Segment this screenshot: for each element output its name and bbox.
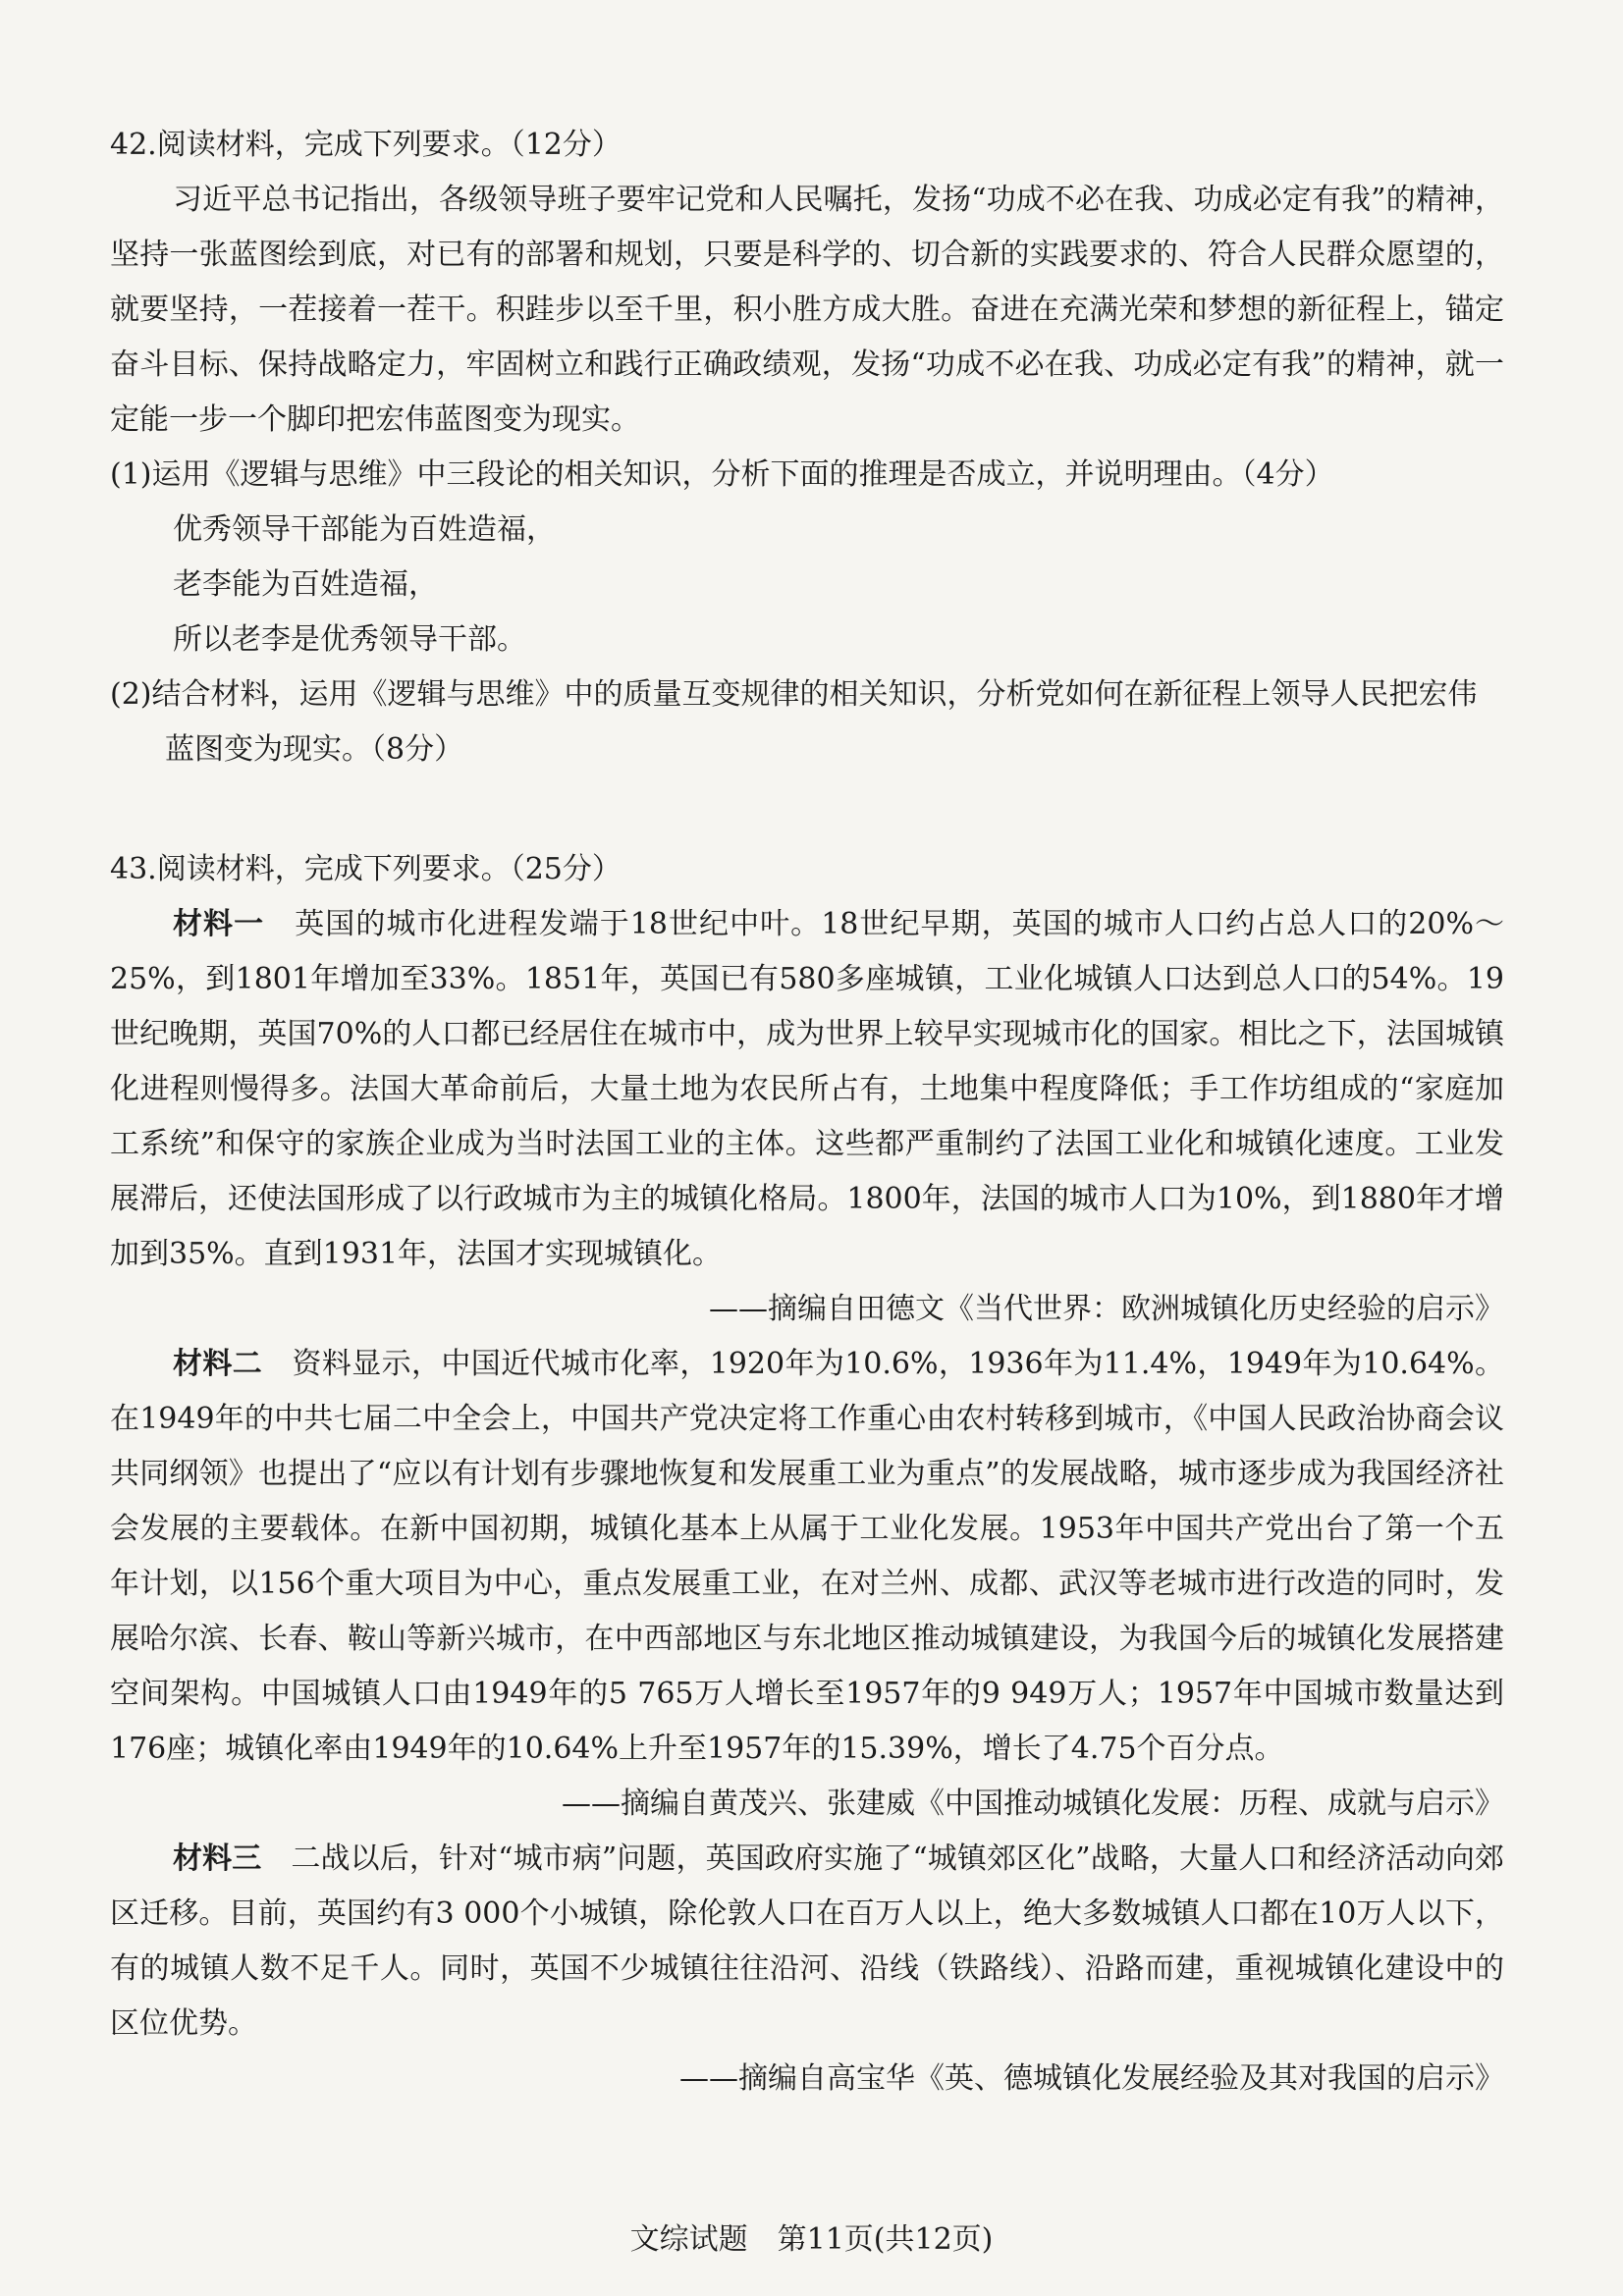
material-1-label: 材料一 <box>173 907 265 941</box>
material-1 <box>110 897 1504 1282</box>
material-3-source: ——摘编自高宝华《英、德城镇化发展经验及其对我国的启示》 <box>679 2061 1504 2096</box>
syllogism-line-1: 优秀领导干部能为百姓造福， <box>173 512 556 547</box>
syllogism-line-2: 老李能为百姓造福， <box>173 567 438 602</box>
question-42-sub1: (1)运用《逻辑与思维》中三段论的相关知识，分析下面的推理是否成立，并说明理由。（4分） <box>110 457 1334 492</box>
material-2 <box>110 1337 1504 1777</box>
syllogism-line-3: 所以老李是优秀领导干部。 <box>173 622 526 657</box>
material-3-label: 材料三 <box>173 1842 262 1876</box>
material-3 <box>110 1832 1504 2052</box>
material-1-text: 英国的城市化进程发端于18世纪中叶。18世纪早期，英国的城市人口约占总人口的20%～25%，到1801年增加至33%。1851年，英国已有580多座城镇，工业化城镇人口达到总人口的54%。19世纪晚期，英国70%的人口都已经居住在城市中，成为世界上较早实现城市化的国家。相比之下，法国城镇化进程则慢得多。法国大革命前后，大量土地为农民所占有，土地集中程度降低；手工作坊组成的“家庭加工系统”和保守的家族企业成为当时法国工业的主体。这些都严重制约了法国工业化和城镇化速度。工业发展滞后，还使法国形成了以行政城市为主的城镇化格局。1800年，法国的城市人口为10%，到1880年才增加到35%。直到1931年，法国才实现城镇化。 <box>110 907 1505 1271</box>
page-footer: 文综试题 第11页(共12页) <box>629 2222 994 2257</box>
question-gap <box>110 777 1504 842</box>
material-2-text: 资料显示，中国近代城市化率，1920年为10.6%，1936年为11.4%，1949年为10.64%。在1949年的中共七届二中全会上，中国共产党决定将工作重心由农村转移到城市，《中国人民政治协商会议共同纲领》也提出了“应以有计划有步骤地恢复和发展重工业为重点”的发展战略，城市逐步成为我国经济社会发展的主要载体。在新中国初期，城镇化基本上从属于工业化发展。1953年中国共产党出台了第一个五年计划，以156个重大项目为中心，重点发展重工业，在对兰州、成都、武汉等老城市进行改造的同时，发展哈尔滨、长春、鞍山等新兴城市，在中西部地区与东北地区推动城镇建设，为我国今后的城镇化发展搭建空间架构。中国城镇人口由1949年的5 765万人增长至1957年的9 949万人；1957年中国城市数量达到176座；城镇化率由1949年的10.64%上升至1957年的15.39%，增长了4.75个百分点。 <box>110 1347 1504 1766</box>
question-42-material: 习近平总书记指出，各级领导班子要牢记党和人民嘱托，发扬“功成不必在我、功成必定有我”的精神，坚持一张蓝图绘到底，对已有的部署和规划，只要是科学的、切合新的实践要求的、符合人民群众愿望的，就要坚持，一茬接着一茬干。积跬步以至千里，积小胜方成大胜。奋进在充满光荣和梦想的新征程上，锚定奋斗目标、保持战略定力，牢固树立和践行正确政绩观，发扬“功成不必在我、功成必定有我”的精神，就一定能一步一个脚印把宏伟蓝图变为现实。 <box>110 183 1504 437</box>
material-2-label: 材料二 <box>173 1347 263 1381</box>
material-1-source: ——摘编自田德文《当代世界：欧洲城镇化历史经验的启示》 <box>709 1292 1504 1326</box>
question-43-title: 43.阅读材料，完成下列要求。（25分） <box>110 852 622 886</box>
material-2-source: ——摘编自黄茂兴、张建威《中国推动城镇化发展：历程、成就与启示》 <box>562 1787 1504 1821</box>
question-42-title: 42.阅读材料，完成下列要求。（12分） <box>110 128 622 162</box>
material-3-text: 二战以后，针对“城市病”问题，英国政府实施了“城镇郊区化”战略，大量人口和经济活动向郊区迁移。目前，英国约有3 000个小城镇，除伦敦人口在百万人以上，绝大多数城镇人口都在10万人以下，有的城镇人数不足千人。同时，英国不少城镇往往沿河、沿线（铁路线）、沿路而建，重视城镇化建设中的区位优势。 <box>110 1842 1505 2041</box>
question-42-sub2: (2)结合材料，运用《逻辑与思维》中的质量互变规律的相关知识，分析党如何在新征程上领导人民把宏伟蓝图变为现实。（8分） <box>110 677 1478 767</box>
page-content <box>110 118 1504 2107</box>
